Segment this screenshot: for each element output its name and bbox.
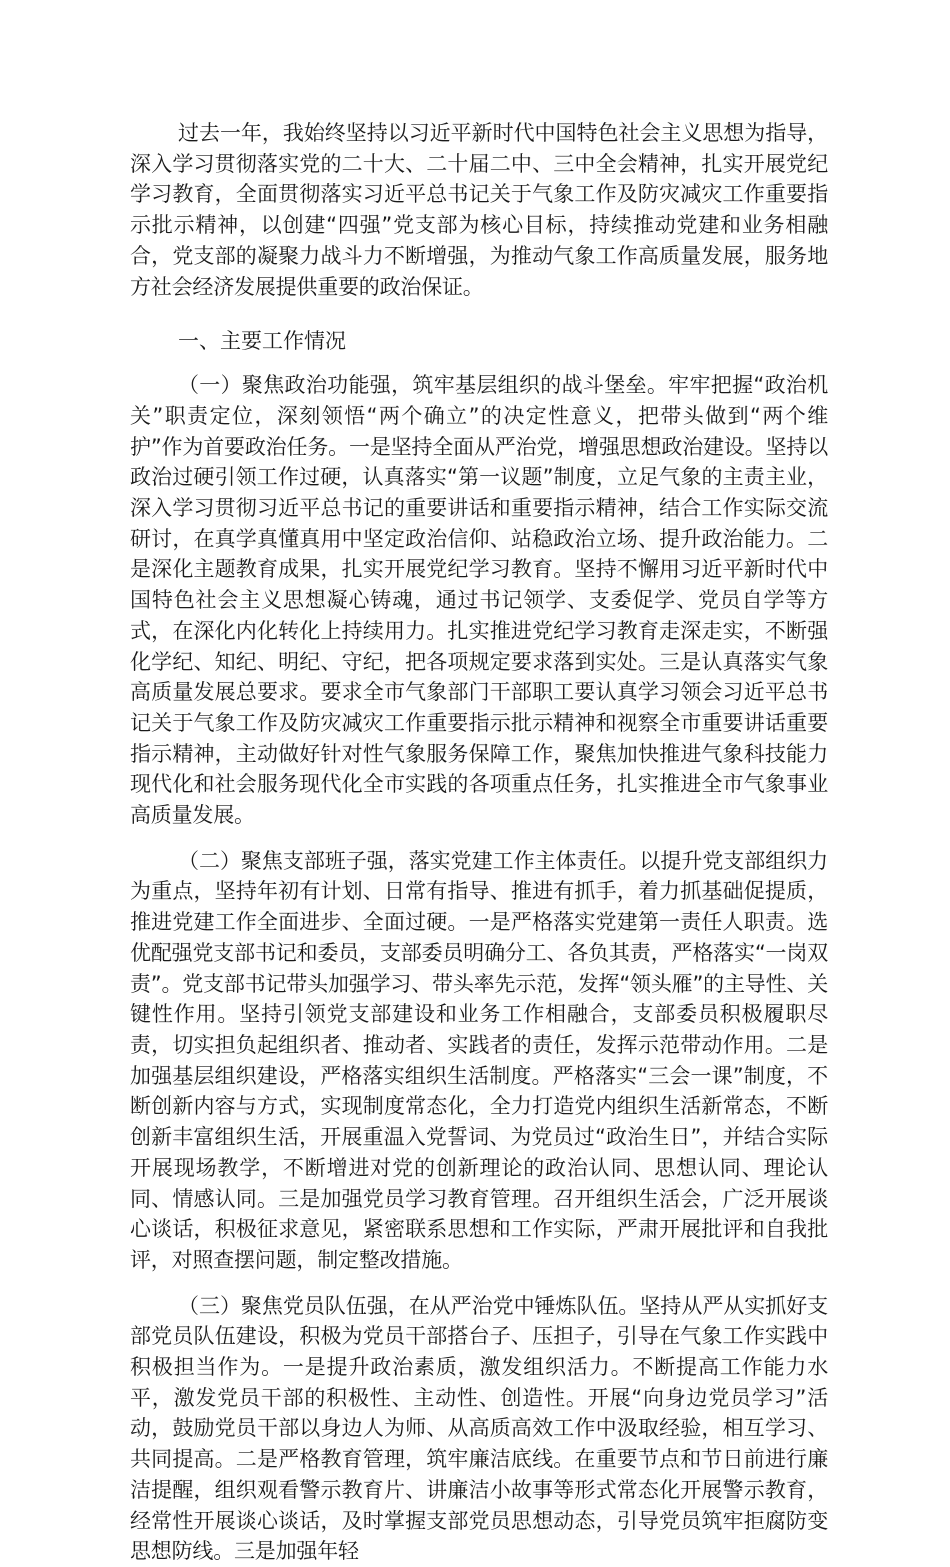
body-paragraph-3: （三）聚焦党员队伍强，在从严治党中锤炼队伍。坚持从严从实抓好支部党员队伍建设，积极为党员干部搭台子、压担子，引导在气象工作实践中积极担当作为。一是提升政治素质，激发组织活力。不断提高工作能力水平，激发党员干部的积极性、主动性、创造性。开展“向身边党员学习”活动，鼓励党员干部以身边人为师、从高质高效工作中汲取经验，相互学习、共同提高。二是严格教育管理，筑牢廉洁底线。在重要节点和节日前进行廉洁提醒，组织观看警示教育片、讲廉洁小故事等形式常态化开展警示教育，经常性开展谈心谈话，及时掌握支部党员思想动态，引导党员筑牢拒腐防变思想防线。三是加强年轻 bbox=[130, 1293, 828, 1564]
body-paragraph-2: （二）聚焦支部班子强，落实党建工作主体责任。以提升党支部组织力为重点，坚持年初有计划、日常有指导、推进有抓手，着力抓基础促提质，推进党建工作全面进步、全面过硬。一是严格落实党建第一责任人职责。选优配强党支部书记和委员，支部委员明确分工、各负其责，严格落实“一岗双责”。党支部书记带头加强学习、带头率先示范，发挥“领头雁”的主导性、关键性作用。坚持引领党支部建设和业务工作相融合，支部委员积极履职尽责，切实担负起组织者、推动者、实践者的责任，发挥示范带动作用。二是加强基层组织建设，严格落实组织生活制度。严格落实“三会一课”制度，不断创新内容与方式，实现制度常态化，全力打造党内组织生活新常态，不断创新丰富组织生活，开展重温入党誓词、为党员过“政治生日”，并结合实际开展现场教学，不断增进对党的创新理论的政治认同、思想认同、理论认同、情感认同。三是加强党员学习教育管理。召开组织生活会，广泛开展谈心谈话，积极征求意见，紧密联系思想和工作实际，严肃开展批评和自我批评，对照查摆问题，制定整改措施。 bbox=[130, 848, 828, 1272]
section-heading: 一、主要工作情况 bbox=[178, 329, 346, 354]
intro-paragraph: 过去一年，我始终坚持以习近平新时代中国特色社会主义思想为指导，深入学习贯彻落实党的二十大、二十届二中、三中全会精神，扎实开展党纪学习教育，全面贯彻落实习近平总书记关于气象工作及防灾减灾工作重要指示批示精神，以创建“四强”党支部为核心目标，持续推动党建和业务相融合，党支部的凝聚力战斗力不断增强，为推动气象工作高质量发展，服务地方社会经济发展提供重要的政治保证。 bbox=[130, 121, 828, 299]
document-page bbox=[130, 118, 828, 1567]
body-paragraph-1: （一）聚焦政治功能强，筑牢基层组织的战斗堡垒。牢牢把握“政治机关”职责定位，深刻领悟“两个确立”的决定性意义，把带头做到“两个维护”作为首要政治任务。一是坚持全面从严治党，增强思想政治建设。坚持以政治过硬引领工作过硬，认真落实“第一议题”制度，立足气象的主责主业，深入学习贯彻习近平总书记的重要讲话和重要指示精神，结合工作实际交流研讨，在真学真懂真用中坚定政治信仰、站稳政治立场、提升政治能力。二是深化主题教育成果，扎实开展党纪学习教育。坚持不懈用习近平新时代中国特色社会主义思想凝心铸魂，通过书记领学、支委促学、党员自学等方式，在深化内化转化上持续用力。扎实推进党纪学习教育走深走实，不断强化学纪、知纪、明纪、守纪，把各项规定要求落到实处。三是认真落实气象高质量发展总要求。要求全市气象部门干部职工要认真学习领会习近平总书记关于气象工作及防灾减灾工作重要指示批示精神和视察全市重要讲话重要指示精神，主动做好针对性气象服务保障工作，聚焦加快推进气象科技能力现代化和社会服务现代化全市实践的各项重点任务，扎实推进全市气象事业高质量发展。 bbox=[130, 373, 828, 828]
